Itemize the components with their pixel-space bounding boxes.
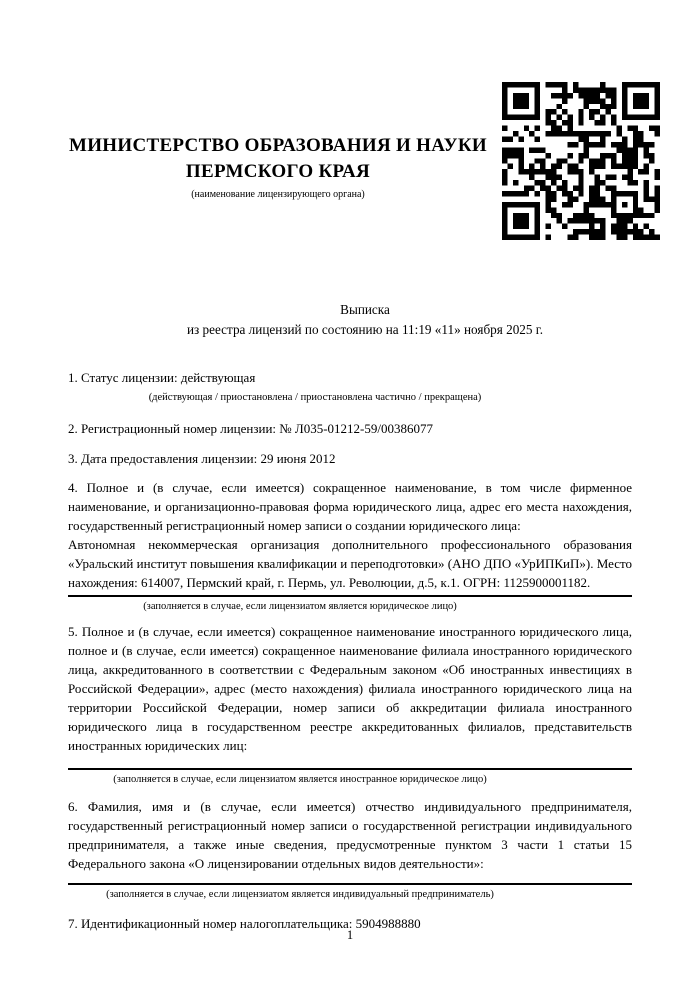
field-foreign-entity-text: 5. Полное и (в случае, если имеется) сокращенное наименование иностранного юридического лица, полное и (в случае, если имеется) сокращенное наименование филиала иностранного юридического лица, аккредитованного в соответствии с Федеральным законом «Об иностранных инвестициях в Российской Федерации», адрес (место нахождения) филиала иностранного юридического лица на территории Российской Федерации, номер записи об аккредитации филиала иностранного юридического лица в государственном реестре аккредитованных филиалов, представительств иностранных юридических лиц:: [68, 624, 632, 753]
field-entrepreneur: [68, 797, 632, 902]
field-license-status-text: 1. Статус лицензии: действующая: [68, 370, 256, 385]
field-legal-entity-value: Автономная некоммерческая организация дополнительного профессионального образования «Уральский институт повышения квалификации и переподготовки» (АНО ДПО «УрИПКиП»). Место нахождения: 614007, Пермский край, г. Пермь, ул. Революции, д.5, к.1. ОГРН: 1125900001182.: [68, 537, 632, 590]
field-legal-entity-text: 4. Полное и (в случае, если имеется) сокращенное наименование, в том числе фирменное наименование, и организационно-правовая форма юридического лица, адрес его места нахождения, государственный регистрационный номер записи о создании юридического лица:: [68, 480, 632, 533]
document-title: [68, 300, 632, 340]
fill-in-rule-foreign-entity: [68, 768, 632, 770]
field-entrepreneur-text: 6. Фамилия, имя и (в случае, если имеется) отчество индивидуального предпринимателя, государственный регистрационный номер записи о государственной регистрации индивидуального предпринимателя, а также иные сведения, предусмотренные пунктом 3 части 1 статьи 15 Федерального закона «О лицензировании отдельных видов деятельности»:: [68, 799, 632, 871]
document-title-line2: из реестра лицензий по состоянию на 11:19 «11» ноября 2025 г.: [186, 322, 544, 337]
page-number: 1: [346, 928, 354, 942]
ministry-name-line1: МИНИСТЕРСТВО ОБРАЗОВАНИЯ И НАУКИ: [68, 135, 488, 156]
field-foreign-entity-blank-value: [68, 755, 632, 765]
field-foreign-entity: [68, 622, 632, 787]
field-grant-date-text: 3. Дата предоставления лицензии: 29 июня 2012: [68, 451, 336, 466]
fill-in-rule-entrepreneur: [68, 883, 632, 885]
qr-code-icon: [502, 82, 660, 240]
field-grant-date: [68, 449, 632, 468]
field-foreign-entity-caption: (заполняется в случае, если лицензиатом является иностранное юридическое лицо): [113, 774, 487, 785]
field-registration-number-text: 2. Регистрационный номер лицензии: № Л035-01212-59/00386077: [68, 421, 434, 436]
field-legal-entity-caption: (заполняется в случае, если лицензиатом является юридическое лицо): [143, 601, 457, 612]
document-header: [0, 0, 700, 258]
field-license-status: [68, 368, 632, 405]
field-license-status-caption: (действующая / приостановлена / приостановлена частично / прекращена): [148, 392, 482, 403]
field-entrepreneur-caption: (заполняется в случае, если лицензиатом является индивидуальный предприниматель): [106, 889, 494, 900]
document-body: [0, 300, 700, 933]
field-registration-number: [68, 419, 632, 438]
ministry-caption: (наименование лицензирующего органа): [191, 189, 365, 200]
field-legal-entity: [68, 478, 632, 614]
document-title-line1: Выписка: [340, 302, 390, 317]
ministry-name-line2: ПЕРМСКОГО КРАЯ: [185, 161, 371, 182]
field-taxpayer-id-text: 7. Идентификационный номер налогоплательщика: 5904988880: [68, 916, 421, 931]
licensing-authority-block: [68, 133, 488, 200]
fill-in-rule-legal-entity: [68, 595, 632, 597]
